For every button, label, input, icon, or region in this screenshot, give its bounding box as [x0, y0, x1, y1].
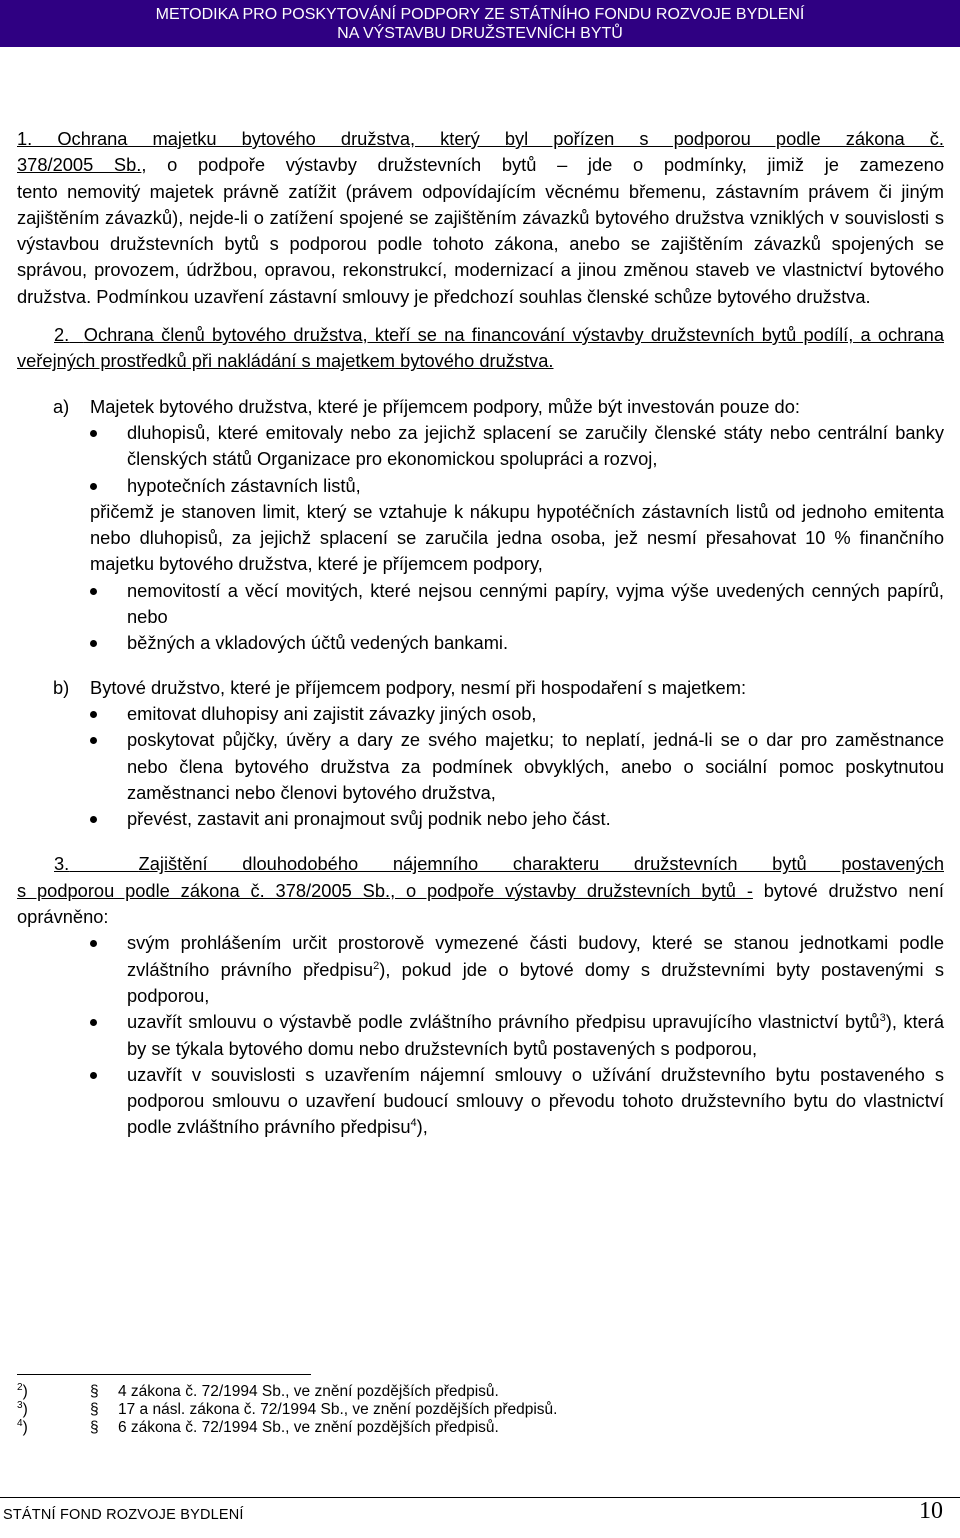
subsection-b-intro: Bytové družstvo, které je příjemcem podpory, nesmí při hospodaření s majetkem: — [90, 676, 747, 698]
subsection-a-list-1 — [90, 420, 944, 499]
subsection-a-middle: přičemž je stanoven limit, který se vztahuje k nákupu hypotéčních zástavních listů od jednoho emitenta nebo dluhopisů, za jejichž splacení se zaručila jedna osoba, jež nesmí přesahovat 10 % finančního majetku bytového družstva, které je příjemcem podpory, — [90, 500, 944, 575]
list-item: převést, zastavit ani pronajmout svůj podnik nebo jeho část. — [90, 806, 944, 832]
list-item: emitovat dluhopisy ani zajistit závazky jiných osob, — [90, 701, 944, 727]
bullet-icon — [90, 816, 97, 823]
list-item: poskytovat půjčky, úvěry a dary ze svého majetku; to neplatí, jedná-li se o dar pro zaměstnance nebo člena bytového družstva za podmínek obvyklých, anebo o sociální pomoc poskytnutou zaměstnanci nebo členovi bytového družstva, — [90, 727, 944, 806]
footnotes — [17, 1383, 557, 1437]
subsection-a-intro: Majetek bytového družstva, které je příjemcem podpory, může být investován pouze do: — [90, 395, 800, 417]
bullet-icon — [90, 640, 97, 647]
list-item: běžných a vkladových účtů vedených bankami. — [90, 630, 944, 656]
subsection-b-list — [90, 701, 944, 832]
list-item: uzavřít v souvislosti s uzavřením nájemní smlouvy o užívání družstevního bytu postaveného s podporou smlouvu o uzavření budoucí smlouvy o převodu tohoto družstevního bytu do vlastnictví podle zvláštního právního předpisu$^4$), — [90, 1062, 944, 1141]
bullet-icon — [90, 430, 97, 437]
subsection-a — [17, 394, 944, 657]
list-item: hypotečních zástavních listů, — [90, 473, 944, 499]
section-sign-icon: § — [90, 1401, 99, 1418]
bullet-icon — [90, 737, 97, 744]
section-1-body: tento nemovitý majetek právně zatížit (právem odpovídajícím věcnému břemenu, zástavním právem či jiným zajištěním závazků), nejde-li o zatížení spojené se zajištěním závazků bytového družstva vzniklých v souvislosti s výstavbou družstevních bytů s podporou podle tohoto zákona, anebo se zajištěním závazků spojených se správou, provozem, údržbou, opravou, rekonstrukcí, modernizací a jinou změnou staveb ve vlastnictví bytového družstva. Podmínkou uzavření zástavní smlouvy je předchozí souhlas členské schůze bytového družstva. — [17, 180, 944, 307]
header-line-1: METODIKA PRO POSKYTOVÁNÍ PODPORY ZE STÁTNÍHO FONDU ROZVOJE BYDLENÍ — [155, 6, 805, 23]
section-2-number: 2. — [54, 324, 70, 346]
list-item: dluhopisů, které emitovaly nebo za jejichž splacení se zaručily členské státy nebo centrální banky členských států Organizace pro ekonomickou spolupráci a rozvoj, — [90, 420, 944, 473]
footnote-item: $^4$) § 6 zákona č. 72/1994 Sb., ve znění pozdějších předpisů. — [17, 1418, 499, 1436]
document-body — [17, 126, 944, 1141]
section-sign-icon: § — [90, 1419, 99, 1436]
footer-divider — [0, 1497, 960, 1498]
section-1-heading-line1: 1. Ochrana majetku bytového družstva, který byl pořízen s podporou podle zákona č. — [17, 128, 944, 149]
bullet-icon — [90, 1072, 97, 1079]
section-sign-icon: § — [90, 1383, 99, 1400]
page-header — [0, 0, 960, 47]
footnote-item: $^2$) § 4 zákona č. 72/1994 Sb., ve znění pozdějších předpisů. — [17, 1382, 499, 1400]
section-2-heading-text: Ochrana členů bytového družstva, kteří se na financování výstavby družstevních bytů podílí, a ochrana veřejných prostředků při nakládání s majetkem bytového družstva. — [17, 324, 944, 372]
bullet-icon — [90, 588, 97, 595]
list-item: nemovitostí a věcí movitých, které nejsou cennými papíry, vyjma výše uvedených cenných papírů, nebo — [90, 578, 944, 631]
bullet-icon — [90, 483, 97, 490]
bullet-icon — [90, 940, 97, 947]
bullet-icon — [90, 1019, 97, 1026]
subsection-a-list-2 — [90, 578, 944, 657]
list-item: svým prohlášením určit prostorově vymezené části budovy, které se stanou jednotkami podle zvláštního právního předpisu$^2$), pokud jde o bytové domy s družstevními byty postavenými s podporou, — [90, 930, 944, 1009]
section-2-heading — [17, 322, 944, 375]
section-3-heading-rest: s podporou podle zákona č. 378/2005 Sb., o podpoře výstavby družstevních bytů - bytové družstvo není oprávněno: — [17, 879, 944, 928]
section-3-list — [17, 930, 944, 1140]
section-3-heading-line1: 3. Zajištění dlouhodobého nájemního charakteru družstevních bytů postavených — [54, 853, 944, 875]
footer-organization: STÁTNÍ FOND ROZVOJE BYDLENÍ — [3, 1507, 244, 1523]
footnote-divider — [17, 1374, 311, 1375]
footnote-item: $^3$) § 17 a násl. zákona č. 72/1994 Sb., ve znění pozdějších předpisů. — [17, 1400, 558, 1418]
subsection-b-letter: b) — [53, 676, 70, 698]
subsection-b — [17, 675, 944, 833]
header-line-2: NA VÝSTAVBU DRUŽSTEVNÍCH BYTŮ — [337, 25, 623, 42]
section-1 — [17, 126, 944, 310]
list-item: uzavřít smlouvu o výstavbě podle zvláštního právního předpisu upravujícího vlastnictví bytů$^3$), která by se týkala bytového domu nebo družstevních bytů postavených s podporou, — [90, 1009, 944, 1062]
bullet-icon — [90, 711, 97, 718]
section-1-heading-line2: 378/2005 Sb., o podpoře výstavby družstevních bytů – jde o podmínky, jimiž je zamezeno — [17, 154, 944, 176]
section-3 — [17, 851, 944, 1140]
subsection-a-letter: a) — [53, 395, 70, 417]
page-number: 10 — [919, 1498, 943, 1524]
